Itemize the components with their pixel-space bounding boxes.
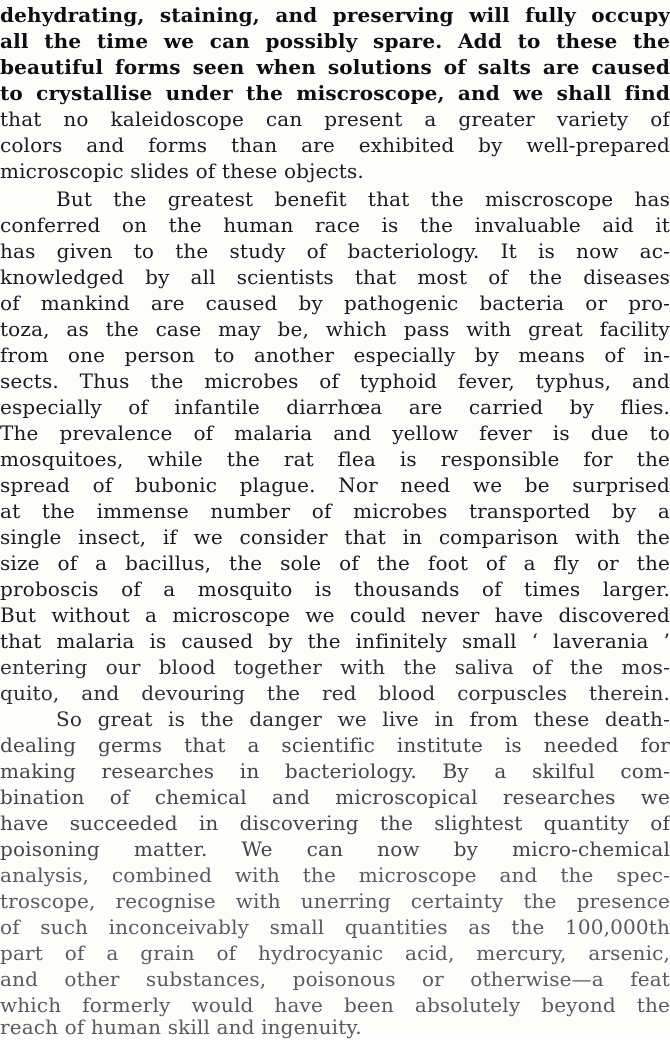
text-line: of such inconceivably small quantities as the 100,000th bbox=[0, 915, 670, 939]
text-line: mosquitoes, while the rat flea is responsible for the bbox=[0, 447, 670, 471]
text-line: spread of bubonic plague. Nor need we be surprised bbox=[0, 473, 670, 497]
text-line: that malaria is caused by the infinitely small ‘ laverania ’ bbox=[0, 629, 670, 653]
text-line: making researches in bacteriology. By a skilful com- bbox=[0, 759, 670, 783]
text-line: colors and forms than are exhibited by well-prepared bbox=[0, 133, 670, 157]
text-line: has given to the study of bacteriology. It is now ac- bbox=[0, 239, 670, 263]
text-line: at the immense number of microbes transported by a bbox=[0, 499, 670, 523]
text-line: that no kaleidoscope can present a greater variety of bbox=[0, 107, 670, 131]
text-line: size of a bacillus, the sole of the foot of a fly or the bbox=[0, 551, 670, 575]
text-line: reach of human skill and ingenuity. bbox=[0, 1015, 362, 1039]
text-line: to crystallise under the miscroscope, and we shall find bbox=[0, 81, 670, 105]
text-line: of mankind are caused by pathogenic bacteria or pro- bbox=[0, 291, 670, 315]
text-line: conferred on the human race is the invaluable aid it bbox=[0, 213, 670, 237]
text-line: bination of chemical and microscopical researches we bbox=[0, 785, 670, 809]
text-line: microscopic slides of these objects. bbox=[0, 159, 364, 183]
text-line: all the time we can possibly spare. Add to these the bbox=[0, 29, 670, 53]
text-line: The prevalence of malaria and yellow fever is due to bbox=[0, 421, 670, 445]
text-line: part of a grain of hydrocyanic acid, mercury, arsenic, bbox=[0, 941, 670, 965]
text-line: analysis, combined with the microscope and the spec- bbox=[0, 863, 670, 887]
text-line: troscope, recognise with unerring certainty the presence bbox=[0, 889, 670, 913]
text-line: proboscis of a mosquito is thousands of times larger. bbox=[0, 577, 670, 601]
text-line: dehydrating, staining, and preserving will fully occupy bbox=[0, 3, 670, 27]
text-line: especially of infantile diarrhœa are carried by flies. bbox=[0, 395, 670, 419]
text-line: quito, and devouring the red blood corpuscles therein. bbox=[0, 681, 670, 705]
text-line: knowledged by all scientists that most of the diseases bbox=[0, 265, 670, 289]
text-line: which formerly would have been absolutely beyond the bbox=[0, 993, 670, 1017]
text-line: have succeeded in discovering the slightest quantity of bbox=[0, 811, 670, 835]
text-line: toza, as the case may be, which pass with great facility bbox=[0, 317, 670, 341]
text-line: So great is the danger we live in from these death- bbox=[56, 707, 670, 731]
text-line: poisoning matter. We can now by micro-chemical bbox=[0, 837, 670, 861]
text-line: dealing germs that a scientific institute is needed for bbox=[0, 733, 670, 757]
text-line: from one person to another especially by means of in- bbox=[0, 343, 670, 367]
text-line: single insect, if we consider that in comparison with the bbox=[0, 525, 670, 549]
text-line: beautiful forms seen when solutions of salts are caused bbox=[0, 55, 670, 79]
text-line: But without a microscope we could never have discovered bbox=[0, 603, 670, 627]
text-line: But the greatest benefit that the miscroscope has bbox=[56, 187, 670, 211]
text-line: entering our blood together with the saliva of the mos- bbox=[0, 655, 670, 679]
text-line: and other substances, poisonous or otherwise—a feat bbox=[0, 967, 670, 991]
text-line: sects. Thus the microbes of typhoid fever, typhus, and bbox=[0, 369, 670, 393]
